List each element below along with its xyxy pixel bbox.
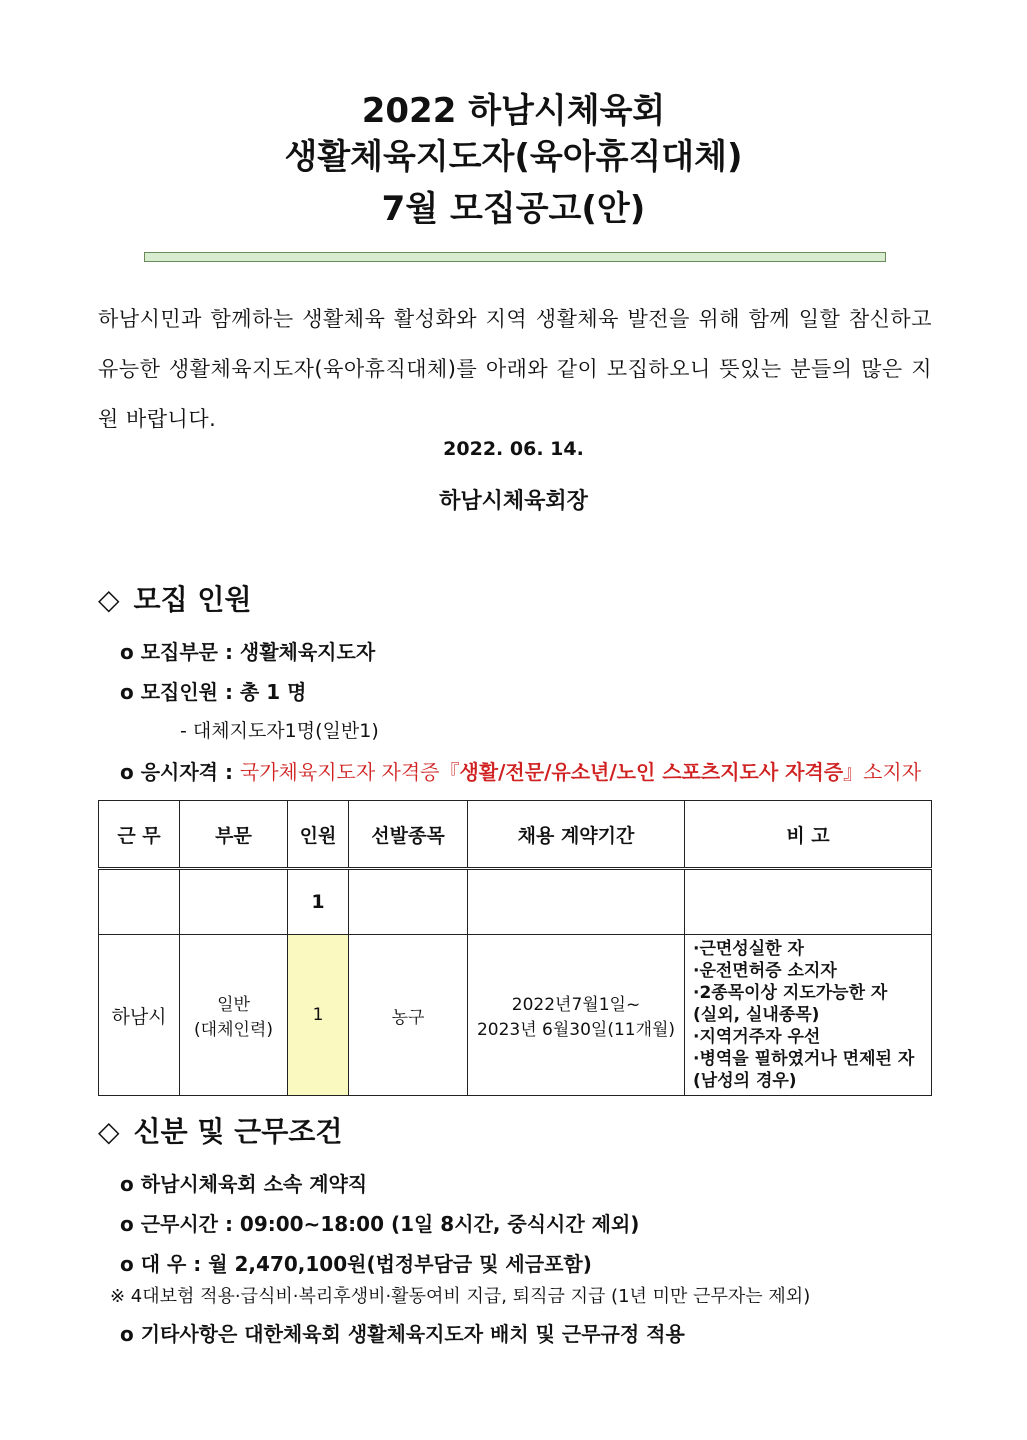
period-line-2: 2023년 6월30일(11개월) <box>476 1020 676 1040</box>
title-line-1: 2022 하남시체육회 <box>361 91 666 131</box>
total-empty-cell <box>468 869 685 935</box>
table-total-row <box>99 869 932 935</box>
diamond-icon: ◇ <box>98 583 120 616</box>
remark-line: ·2종목이상 지도가능한 자 <box>693 983 888 1003</box>
qualification-item <box>120 756 921 785</box>
remark-line: (실외, 실내종목) <box>693 1005 820 1025</box>
section-recruitment-title: 모집 인원 <box>133 583 252 616</box>
section-conditions-heading <box>98 1110 342 1150</box>
recruit-count-detail: - 대체지도자1명(일반1) <box>180 720 379 742</box>
salary-item: o 대 우 : 월 2,470,100원(법정부담금 및 세금포함) <box>120 1252 592 1276</box>
header-location: 근 무 <box>99 801 180 869</box>
remark-line: ·지역거주자 우선 <box>693 1027 821 1047</box>
benefits-note: ※ 4대보험 적용·급식비·복리후생비·활동여비 지급, 퇴직금 지급 (1년 미만 근무자는 제외) <box>110 1286 811 1307</box>
total-empty-cell <box>685 869 932 935</box>
intro-paragraph: 하남시민과 함께하는 생활체육 활성화와 지역 생활체육 발전을 위해 함께 일할 참신하고 유능한 생활체육지도자(육아휴직대체)를 아래와 같이 모집하오니 뜻있는 분들의 많은 지원 바랍니다. <box>98 307 932 431</box>
issuer-name: 하남시체육회장 <box>439 489 588 514</box>
table-header-row <box>99 801 932 869</box>
remark-line: (남성의 경우) <box>693 1071 797 1091</box>
title-divider-bar <box>144 252 886 262</box>
total-empty-cell <box>99 869 180 935</box>
qualification-label: o 응시자격 : <box>120 760 240 784</box>
header-remarks: 비 고 <box>685 801 932 869</box>
recruitment-table <box>98 800 932 1096</box>
row-location: 하남시 <box>99 935 180 1096</box>
recruit-division-item: o 모집부문 : 생활체육지도자 <box>120 640 376 664</box>
remark-line: ·근면성실한 자 <box>693 939 804 959</box>
period-line-1: 2022년7월1일~ <box>511 995 641 1015</box>
row-period <box>468 935 685 1096</box>
qualification-text-1: 국가체육지도자 자격증『 <box>239 760 460 784</box>
header-sport: 선발종목 <box>349 801 468 869</box>
other-rules-item: o 기타사항은 대한체육회 생활체육지도자 배치 및 근무규정 적용 <box>120 1322 685 1346</box>
total-count: 1 <box>288 869 349 935</box>
row-sport: 농구 <box>349 935 468 1096</box>
row-count: 1 <box>288 935 349 1096</box>
title-line-2: 생활체육지도자(육아휴직대체) <box>284 137 743 177</box>
title-line-3: 7월 모집공고(안) <box>381 189 646 229</box>
division-line-1: 일반 <box>217 995 250 1015</box>
header-period: 채용 계약기간 <box>468 801 685 869</box>
header-count: 인원 <box>288 801 349 869</box>
announcement-date: 2022. 06. 14. <box>443 438 584 460</box>
employment-type-item: o 하남시체육회 소속 계약직 <box>120 1172 368 1196</box>
row-division <box>180 935 288 1096</box>
division-line-2: (대체인력) <box>194 1020 273 1040</box>
qualification-certificates: 생활/전문/유소년/노인 스포츠지도사 자격증 <box>459 760 844 784</box>
section-conditions-title: 신분 및 근무조건 <box>133 1115 343 1148</box>
remark-line: ·병역을 필하였거나 면제된 자 <box>693 1049 915 1069</box>
row-remarks <box>685 935 932 1096</box>
qualification-text-3: 』소지자 <box>843 760 922 784</box>
total-empty-cell <box>180 869 288 935</box>
table-row <box>99 935 932 1096</box>
recruit-count-item: o 모집인원 : 총 1 명 <box>120 680 307 704</box>
remark-line: ·운전면허증 소지자 <box>693 961 837 981</box>
section-recruitment-heading <box>98 578 252 618</box>
total-empty-cell <box>349 869 468 935</box>
diamond-icon: ◇ <box>98 1115 120 1148</box>
working-hours-item: o 근무시간 : 09:00∼18:00 (1일 8시간, 중식시간 제외) <box>120 1212 640 1236</box>
header-division: 부문 <box>180 801 288 869</box>
